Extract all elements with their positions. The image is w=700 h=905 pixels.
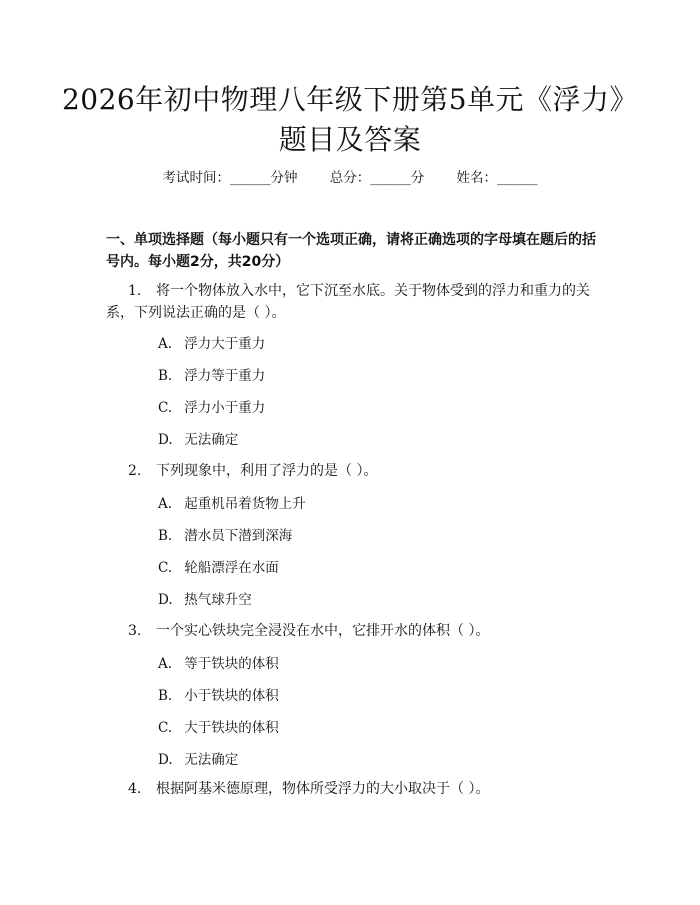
question-3-option-d — [158, 750, 238, 770]
question-1-text — [106, 283, 590, 321]
question-2-number: 2. — [128, 463, 142, 479]
option-label: C. — [158, 720, 173, 736]
question-2 — [106, 460, 596, 482]
option-label: D. — [158, 432, 173, 448]
option-text: 等于铁块的体积 — [184, 656, 279, 672]
option-label: C. — [158, 400, 173, 416]
question-1-option-b — [158, 366, 265, 386]
exam-meta — [0, 168, 700, 188]
student-name: 姓名：______ — [456, 170, 538, 186]
option-text: 潜水员下潜到深海 — [184, 528, 293, 544]
question-2-stem: 下列现象中，利用了浮力的是（ ）。 — [156, 463, 378, 479]
option-text: 起重机吊着货物上升 — [184, 496, 306, 512]
exam-score: 总分：______分 — [329, 170, 425, 186]
option-label: B. — [158, 688, 173, 704]
option-text: 热气球升空 — [184, 592, 252, 608]
question-1-option-a — [158, 334, 265, 354]
page-title: 2026年初中物理八年级下册第5单元《浮力》题目及答案 — [61, 83, 639, 156]
question-1-stem: 将一个物体放入水中，它下沉至水底。关于物体受到的浮力和重力的关系，下列说法正确的是（ ）。 — [106, 283, 590, 321]
option-text: 浮力小于重力 — [184, 400, 266, 416]
option-text: 无法确定 — [184, 432, 239, 448]
exam-time: 考试时间：______分钟 — [162, 170, 298, 186]
option-text: 浮力大于重力 — [184, 336, 266, 352]
option-label: A. — [158, 336, 173, 352]
option-label: B. — [158, 528, 173, 544]
section-heading: 一、单项选择题（每小题只有一个选项正确，请将正确选项的字母填在题后的括号内。每小题2分，共20分） — [106, 232, 596, 270]
question-2-option-b — [158, 526, 292, 546]
option-text: 大于铁块的体积 — [184, 720, 279, 736]
option-text: 小于铁块的体积 — [184, 688, 279, 704]
option-label: A. — [158, 496, 173, 512]
question-4 — [106, 778, 596, 800]
option-text: 无法确定 — [184, 752, 239, 768]
question-4-stem: 根据阿基米德原理，物体所受浮力的大小取决于（ ）。 — [156, 781, 490, 797]
question-1-option-c — [158, 398, 265, 418]
question-1-number: 1. — [128, 283, 142, 299]
question-3 — [106, 620, 596, 642]
question-1-option-d — [158, 430, 238, 450]
question-1 — [106, 280, 596, 324]
question-3-stem: 一个实心铁块完全浸没在水中，它排开水的体积（ ）。 — [156, 623, 490, 639]
option-label: B. — [158, 368, 173, 384]
option-label: C. — [158, 560, 173, 576]
option-label: D. — [158, 752, 173, 768]
question-2-option-c — [158, 558, 279, 578]
question-3-number: 3. — [128, 623, 142, 639]
option-text: 浮力等于重力 — [184, 368, 266, 384]
question-2-option-a — [158, 494, 306, 514]
question-3-option-c — [158, 718, 279, 738]
option-label: A. — [158, 656, 173, 672]
question-3-option-b — [158, 686, 279, 706]
question-2-option-d — [158, 590, 252, 610]
option-text: 轮船漂浮在水面 — [184, 560, 279, 576]
question-3-option-a — [158, 654, 279, 674]
question-4-number: 4. — [128, 781, 142, 797]
option-label: D. — [158, 592, 173, 608]
